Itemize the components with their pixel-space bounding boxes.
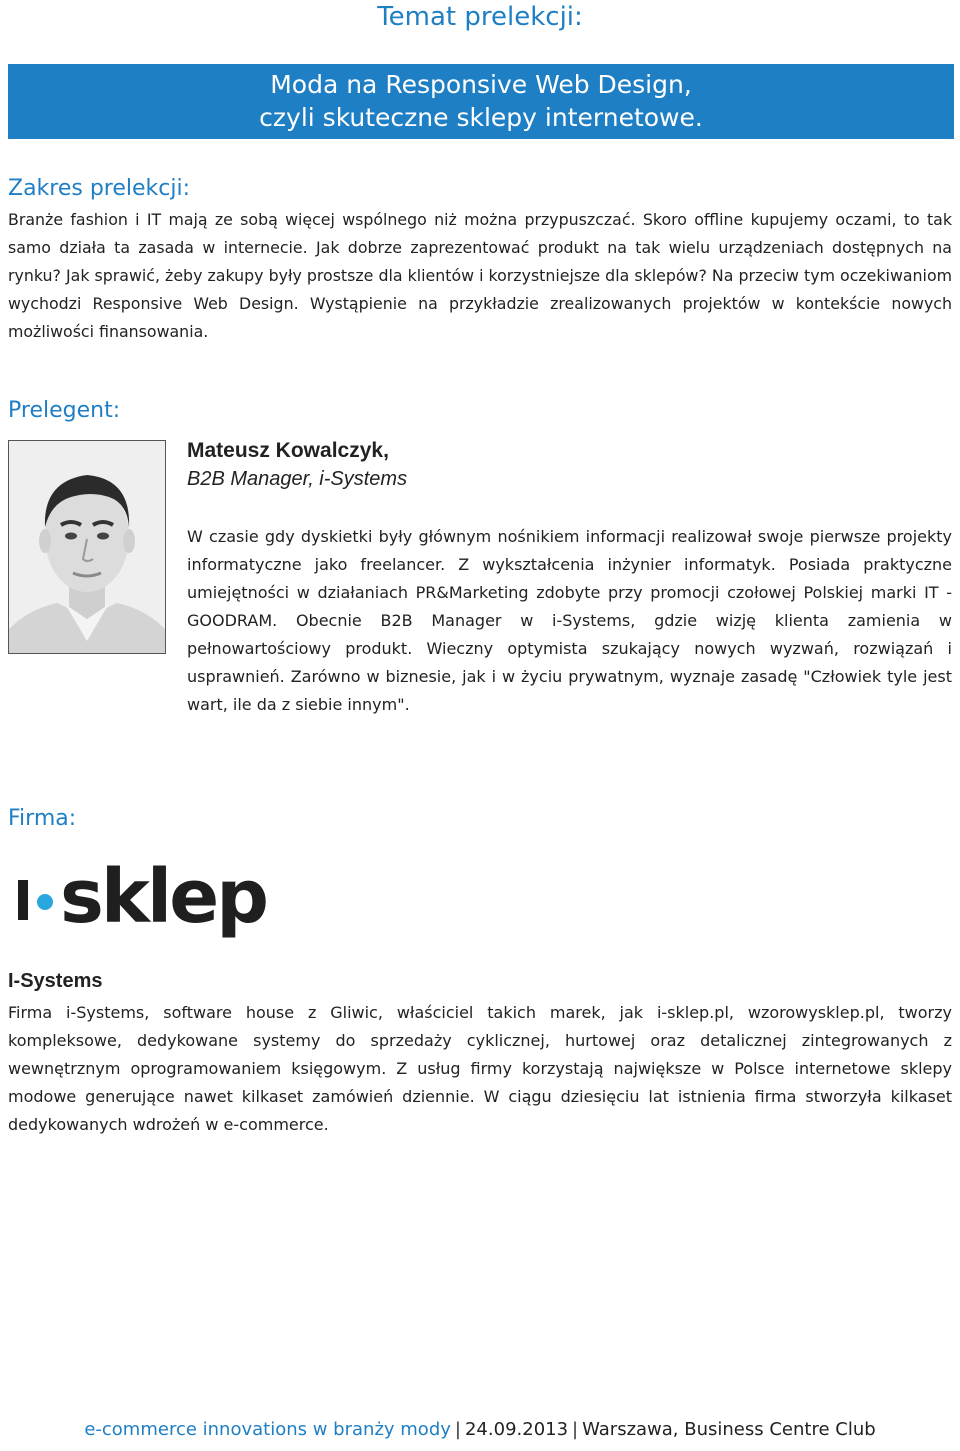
company-heading: Firma:: [8, 806, 77, 831]
speaker-heading: Prelegent:: [8, 398, 121, 423]
topic-heading: Temat prelekcji:: [377, 2, 583, 32]
i-sklep-logo: [14, 850, 274, 945]
footer-separator: |: [454, 1419, 461, 1440]
footer-location: Warszawa, Business Centre Club: [582, 1419, 876, 1440]
topic-title-line2: czyli skuteczne sklepy internetowe.: [259, 103, 703, 132]
speaker-name: Mateusz Kowalczyk,: [187, 439, 389, 462]
speaker-role: B2B Manager, i-Systems: [187, 468, 408, 490]
company-name: I-Systems: [8, 970, 103, 992]
topic-title-line1: Moda na Responsive Web Design,: [270, 70, 692, 99]
scope-heading: Zakres prelekcji:: [8, 176, 191, 201]
company-description: Firma i-Systems, software house z Gliwic, właściciel takich marek, jak i-sklep.pl, wzorowysklep.pl, tworzy kompleksowe, dedykowane systemy do sprzedaży cyklicznej, hurtowej oraz detalicznej zintegrowanych z wewnętrznym oprogramowaniem księgowym. Z usług firmy korzystają największe w Polsce internetowe sklepy modowe generujące nawet kilkaset zamówień dziennie. W ciągu dziesięciu lat istnienia firma stworzyła kilkaset dedykowanych wdrożeń w e-commerce.: [8, 1003, 952, 1134]
footer-separator: |: [572, 1419, 579, 1440]
scope-text: Branże fashion i IT mają ze sobą więcej wspólnego niż można przypuszczać. Skoro offline kupujemy oczami, to tak samo działa ta zasada w internecie. Jak dobrze zaprezentować produkt na tak wielu urządzeniach dostępnych na rynku? Jak sprawić, żeby zakupy były prostsze dla klientów i korzystniejsze dla sklepów? Na przeciw tym oczekiwaniom wychodzi Responsive Web Design. Wystąpienie na przykładzie zrealizowanych projektów w kontekście nowych możliwości finansowania.: [8, 210, 952, 341]
footer: [0, 1419, 960, 1440]
i-sklep-logo-graphic: [14, 850, 274, 945]
speaker-photo: [8, 440, 166, 654]
topic-banner: [8, 64, 954, 139]
footer-event: e-commerce innovations w branży mody: [84, 1419, 451, 1440]
speaker-portrait-image: [9, 441, 165, 653]
footer-date: 24.09.2013: [464, 1419, 569, 1440]
speaker-bio: W czasie gdy dyskietki były głównym nośnikiem informacji realizował swoje pierwsze projekty informatyczne jako freelancer. Z wykształcenia inżynier informatyk. Posiada praktyczne umiejętności w działaniach PR&Marketing zdobyte przy promocji czołowej Polskiej marki IT - GOODRAM. Obecnie B2B Manager w i-Systems, gdzie wizję klienta zamienia w pełnowartościowy produkt. Wieczny optymista szukający nowych wyzwań, rozwiązań i usprawnień. Zarówno w biznesie, jak i w życiu prywatnym, wyznaje zasadę "Człowiek tyle jest wart, ile da z siebie innym".: [187, 527, 952, 714]
svg-text:sklep: sklep: [60, 854, 267, 940]
